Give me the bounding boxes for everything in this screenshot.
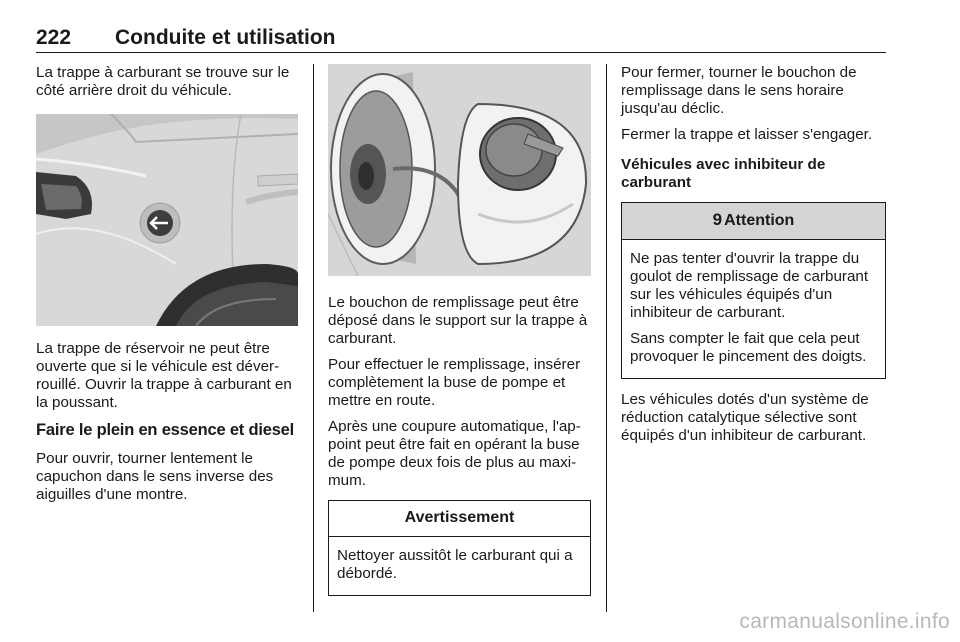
caution-header	[622, 203, 885, 240]
warning-notice-text: Nettoyer aussitôt le carburant qui a débordé.	[337, 547, 573, 582]
close-door-paragraph: Fermer la trappe et laisser s'engager.	[621, 126, 873, 143]
fuel-door-illustration	[36, 114, 298, 326]
column-divider	[606, 64, 607, 612]
subsection-heading: Véhicules avec inhibiteur de carburant	[621, 156, 826, 191]
caution-box	[621, 202, 886, 379]
caution-paragraph: Sans compter le fait que cela peut provoquer le pincement des doigts.	[630, 330, 867, 365]
section-heading: Faire le plein en essence et diesel	[36, 421, 295, 439]
warning-notice-box	[328, 500, 591, 596]
cap-storage-paragraph: Le bouchon de remplissage peut être déposé dans le support sur la trappe à carburant.	[328, 294, 588, 347]
fuel-door-unlock-paragraph: La trappe de réservoir ne peut être ouverte que si le véhicule est déverrouillé. Ouvrir la trappe à carburant en la poussant.	[36, 340, 292, 411]
warning-notice-title: Avertissement	[329, 501, 590, 537]
fuel-cap-illustration	[328, 64, 591, 276]
page-header	[36, 26, 886, 53]
column-divider	[313, 64, 314, 612]
column-left	[36, 64, 298, 512]
page-number: 222	[36, 26, 72, 49]
column-middle	[328, 64, 591, 608]
auto-cutoff-paragraph: Après une coupure automatique, l'appoint peut être fait en opérant la buse de pompe deux fois de plus au maximum.	[328, 418, 581, 489]
close-cap-paragraph: Pour fermer, tourner le bouchon de remplissage dans le sens horaire jusqu'au déclic.	[621, 64, 857, 117]
intro-paragraph: La trappe à carburant se trouve sur le côté arrière droit du véhicule.	[36, 64, 290, 99]
open-cap-paragraph: Pour ouvrir, tourner lentement le capuchon dans le sens inverse des aiguilles d'une montre.	[36, 450, 274, 503]
watermark: carmanualsonline.info	[739, 610, 950, 633]
refuel-paragraph: Pour effectuer le remplissage, insérer complètement la buse de pompe et mettre en route.	[328, 356, 581, 409]
column-right	[621, 64, 886, 453]
caution-paragraph: Ne pas tenter d'ouvrir la trappe du goulot de remplissage de carburant sur les véhicules équipés d'un inhibiteur de carburant.	[630, 250, 869, 321]
page-title: Conduite et utilisation	[115, 26, 336, 49]
warning-triangle-icon: 9	[712, 210, 723, 229]
caution-title: Attention	[724, 212, 795, 229]
scr-system-paragraph: Les véhicules dotés d'un système de réduction catalytique sélective sont équipés d'un inhibiteur de carburant.	[621, 391, 869, 444]
